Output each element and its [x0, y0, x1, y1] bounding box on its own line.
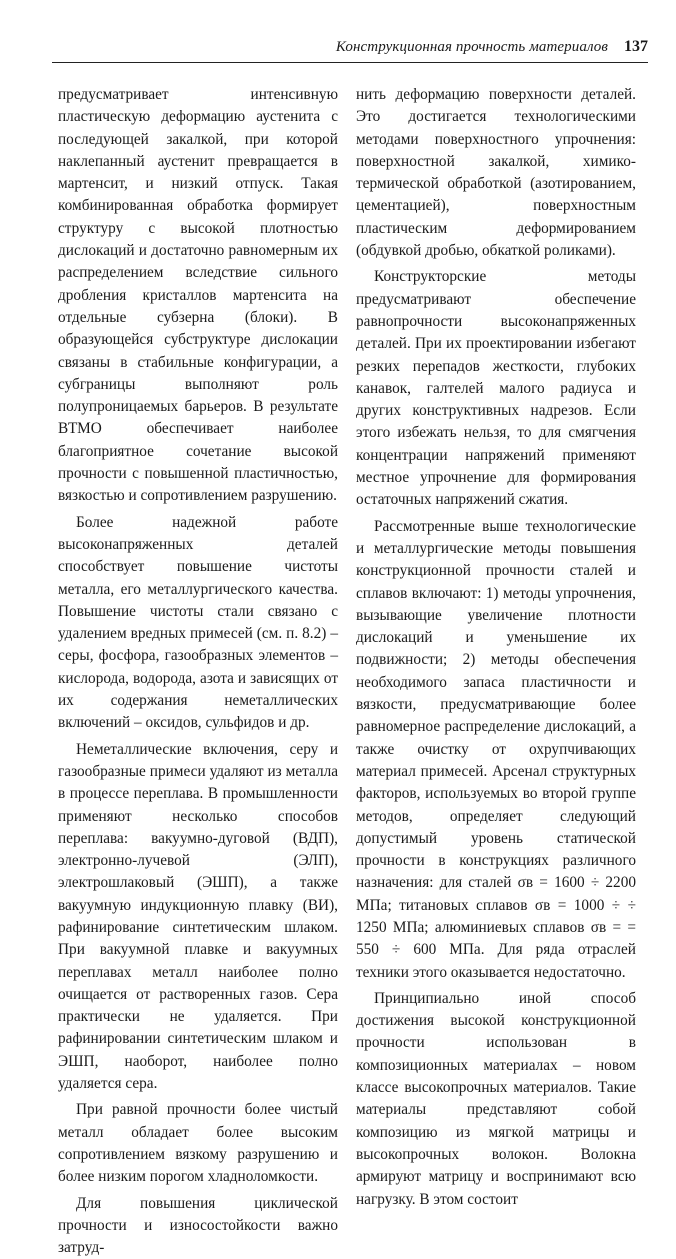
paragraph: предусматривает интенсивную пластическую деформацию аустенита с последующей закалкой, при которой наклепанный аустенит превращается в мартенсит, и низкий отпуск. Такая комбинированная обработка формирует структуру с высокой плотностью дислокаций и достаточно равномерным их распределением вследствие сильного дробления кристаллов мартенсита на отдельные субзерна (блоки). В образующейся субструктуре дислокации связаны в стабильные конфигурации, а субграницы выполняют роль полупроницаемых барьеров. В результате ВТМО обеспечивает наиболее благоприятное сочетание высокой прочности с повышенной пластичностью, вязкостью и сопротивлением разрушению. [58, 86, 338, 505]
paragraph: Для повышения циклической прочности и износостойкости важно затруд- [58, 1194, 338, 1257]
left-text-column [58, 84, 338, 1259]
paragraph: Конструкторские методы предусматривают обеспечение равнопрочности высоконапряженных деталей. При их проектировании избегают резких перепадов жесткости, глубоких канавок, галтелей малого радиуса и других конструктивных надрезов. Если этого избежать нельзя, то для смягчения концентрации напряжений применяют местное упрочнение для формирования остаточных напряжений сжатия. [356, 268, 636, 509]
running-header-title: Конструкционная прочность материалов [335, 39, 608, 55]
page-number: 137 [624, 38, 648, 55]
paragraph: Неметаллические включения, серу и газообразные примеси удаляют из металла в процессе переплава. В промышленности применяют несколько способов переплава: вакуумно-дуговой (ВДП), электронно-лучевой (ЭЛП), электрошлаковый (ЭШП), а также вакуумную индукционную плавку (ВИ), рафинирование синтетическим шлаком. При вакуумной плавке и вакуумных переплавах металл наиболее полно очищается от растворенных газов. Сера практически не удаляется. При рафинировании синтетическим шлаком и ЭШП, наоборот, наиболее полно удаляется сера. [58, 740, 338, 1093]
paragraph: Принципиально иной способ достижения высокой конструкционной прочности использован в композиционных материалах – новом классе высокопрочных материалов. Такие материалы представляют собой композицию из мягкой матрицы и высокопрочных волокон. Волокна армируют матрицу и воспринимают всю нагрузку. В этом состоит [356, 989, 636, 1208]
paragraph: Рассмотренные выше технологические и металлургические методы повышения конструкционной прочности сталей и сплавов включают: 1) методы упрочнения, вызывающие увеличение плотности дислокаций и уменьшение их подвижности; 2) методы обеспечения необходимого запаса пластичности и вязкости, предусматривающие более равномерное распределение дислокаций, а также очистку от охрупчивающих материал примесей. Арсенал структурных факторов, используемых во второй группе методов, определяет следующий допустимый уровень статической прочности в конструкциях различного назначения: для сталей σв = 1600 ÷ 2200 МПа; титановых сплавов σв = 1000 ÷ ÷ 1250 МПа; алюминиевых сплавов σв = = 550 ÷ 600 МПа. Для ряда отраслей техники этого оказывается недостаточно. [356, 517, 636, 981]
running-header [52, 36, 648, 63]
paragraph: При равной прочности более чистый металл обладает более высоким сопротивлением вязкому разрушению и более низким порогом хладноломкости. [58, 1101, 338, 1186]
paragraph: Более надежной работе высоконапряженных деталей способствует повышение чистоты металла, его металлургического качества. Повышение чистоты стали связано с удалением вредных примесей (см. п. 8.2) – серы, фосфора, газообразных элементов – кислорода, водорода, азота и зависящих от их содержания неметаллических включений – оксидов, сульфидов и др. [58, 513, 338, 732]
right-text-column [356, 84, 636, 1211]
paragraph: нить деформацию поверхности деталей. Это достигается технологическими методами поверхностного упрочнения: поверхностной закалкой, химико-термической обработкой (азотированием, цементацией), поверхностным пластическим деформированием (обдувкой дробью, обкаткой роликами). [356, 86, 636, 260]
